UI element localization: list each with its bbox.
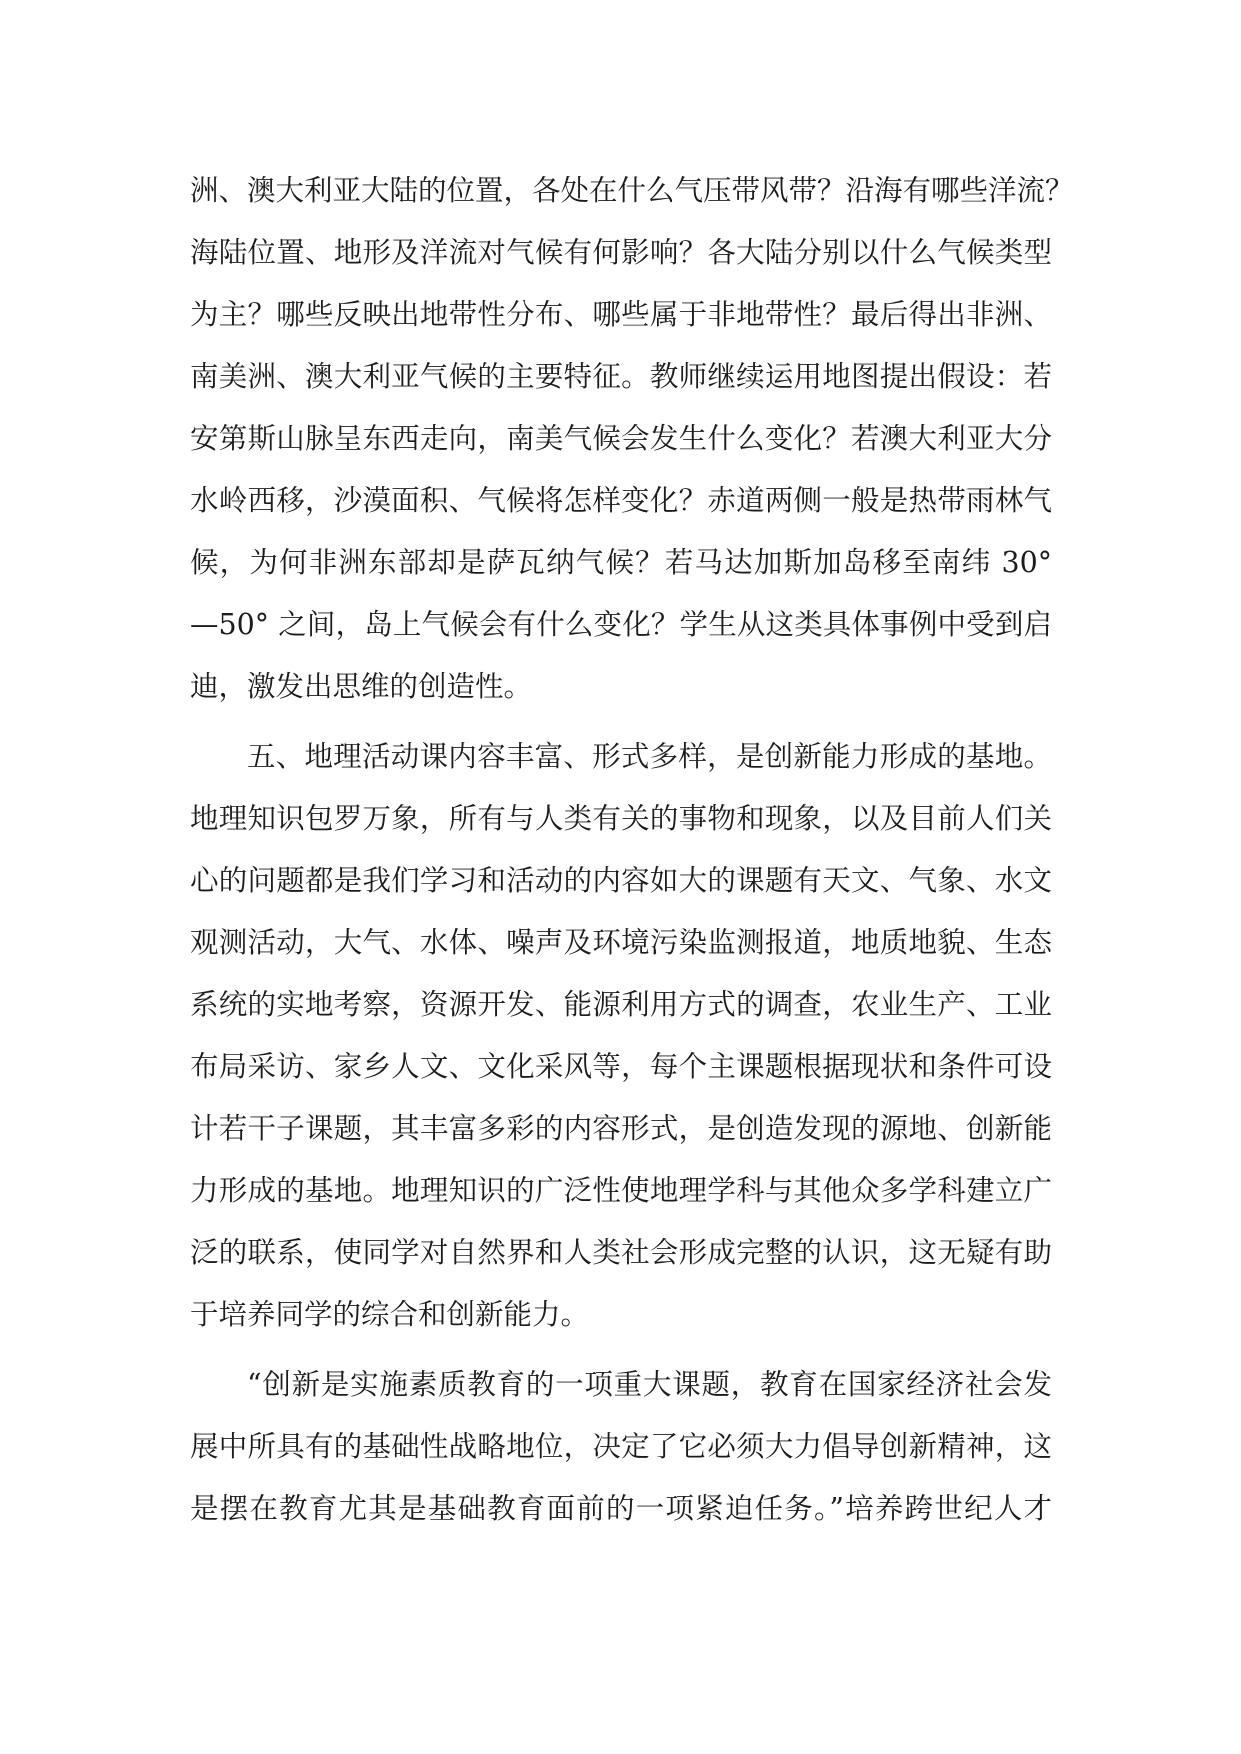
text-line: 为主？哪些反映出地带性分布、哪些属于非地带性？最后得出非洲、 bbox=[190, 298, 1052, 331]
text-line: 迪，激发出思维的创造性。 bbox=[190, 670, 533, 703]
text-line: 泛的联系，使同学对自然界和人类社会形成完整的认识，这无疑有助 bbox=[190, 1236, 1052, 1269]
text-line: 心的问题都是我们学习和活动的内容如大的课题有天文、气象、水文 bbox=[190, 864, 1052, 897]
text-line: 候，为何非洲东部却是萨瓦纳气候？若马达加斯加岛移至南纬 30° bbox=[190, 546, 1052, 579]
paragraph-gap bbox=[190, 1346, 1052, 1354]
text-line: 海陆位置、地形及洋流对气候有何影响？各大陆分别以什么气候类型 bbox=[190, 236, 1052, 269]
text-line: 于培养同学的综合和创新能力。 bbox=[190, 1298, 590, 1331]
text-line: 水岭西移，沙漠面积、气候将怎样变化？赤道两侧一般是热带雨林气 bbox=[190, 484, 1052, 517]
section-heading-line: 五、地理活动课内容丰富、形式多样，是创新能力形成的基地。 bbox=[247, 740, 1052, 773]
text-line: 地理知识包罗万象，所有与人类有关的事物和现象，以及目前人们关 bbox=[190, 802, 1052, 835]
text-line: 系统的实地考察，资源开发、能源利用方式的调查，农业生产、工业 bbox=[190, 988, 1052, 1021]
text-line: 安第斯山脉呈东西走向，南美气候会发生什么变化？若澳大利亚大分 bbox=[190, 422, 1052, 455]
text-line: 洲、澳大利亚大陆的位置，各处在什么气压带风带？沿海有哪些洋流？ bbox=[190, 174, 1074, 207]
text-line: 计若干子课题，其丰富多彩的内容形式，是创造发现的源地、创新能 bbox=[190, 1112, 1052, 1145]
document-body bbox=[190, 160, 1074, 1540]
text-line: 是摆在教育尤其是基础教育面前的一项紧迫任务。”培养跨世纪人才 bbox=[190, 1492, 1052, 1525]
paragraph-gap bbox=[190, 718, 1052, 726]
text-line: 力形成的基地。地理知识的广泛性使地理学科与其他众多学科建立广 bbox=[190, 1174, 1052, 1207]
text-line: 布局采访、家乡人文、文化采风等，每个主课题根据现状和条件可设 bbox=[190, 1050, 1052, 1083]
text-line: —50° 之间，岛上气候会有什么变化？学生从这类具体事例中受到启 bbox=[190, 608, 1052, 641]
text-line: 展中所具有的基础性战略地位，决定了它必须大力倡导创新精神，这 bbox=[190, 1430, 1052, 1463]
text-line: 观测活动，大气、水体、噪声及环境污染监测报道，地质地貌、生态 bbox=[190, 926, 1052, 959]
text-line: 南美洲、澳大利亚气候的主要特征。教师继续运用地图提出假设：若 bbox=[190, 360, 1052, 393]
quote-line: “创新是实施素质教育的一项重大课题，教育在国家经济社会发 bbox=[247, 1368, 1052, 1401]
